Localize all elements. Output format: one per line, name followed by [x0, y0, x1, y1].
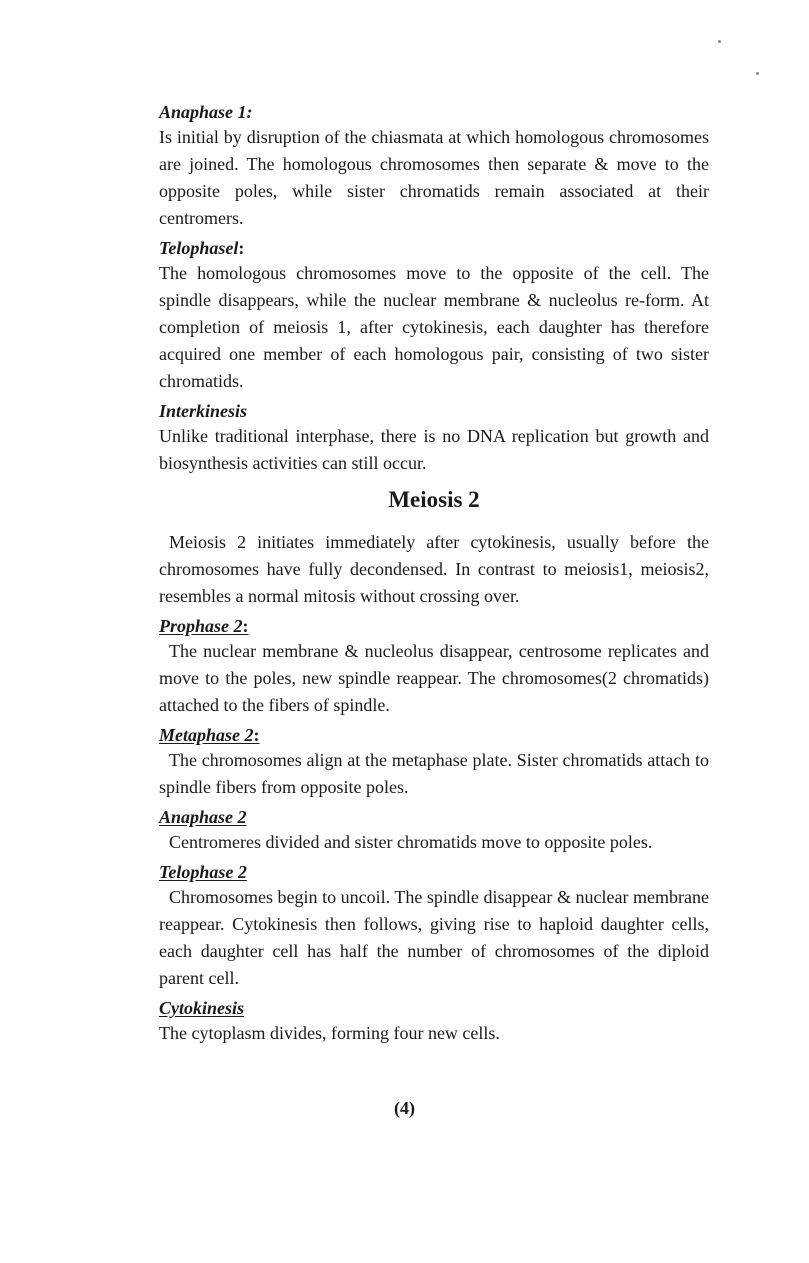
heading-telophase-1-text: Telophasel [159, 238, 239, 258]
paragraph-prophase-2: The nuclear membrane & nucleolus disappear, centrosome replicates and move to the poles, new spindle reappear. The chromosomes(2 chromatids) attached to the fibers of spindle. [159, 641, 709, 715]
paragraph-anaphase-2: Centromeres divided and sister chromatids move to opposite poles. [169, 832, 653, 852]
heading-metaphase-2 [159, 723, 709, 747]
page-content [159, 100, 709, 1051]
heading-telophase-2: Telophase 2 [159, 862, 247, 882]
heading-prophase-2-text: Prophase 2 [159, 616, 243, 636]
heading-telophase-1-colon: : [238, 238, 245, 258]
paragraph-anaphase-1: Is initial by disruption of the chiasmata at which homologous chromosomes are joined. The homologous chromosomes then separate & move to the opposite poles, while sister chromatids remain associated at their centromers. [159, 127, 709, 228]
heading-anaphase-1: Anaphase 1: [159, 102, 253, 122]
scan-speck [756, 72, 759, 75]
heading-prophase-2 [159, 614, 709, 638]
heading-telophase-1 [159, 236, 709, 260]
heading-cytokinesis: Cytokinesis [159, 998, 245, 1018]
paragraph-telophase-1: The homologous chromosomes move to the opposite of the cell. The spindle disappears, while the nuclear membrane & nucleolus re-form. At completion of meiosis 1, after cytokinesis, each daughter has therefore acquired one member of each homologous pair, consisting of two sister chromatids. [159, 263, 709, 391]
paragraph-metaphase-2: The chromosomes align at the metaphase plate. Sister chromatids attach to spindle fibers from opposite poles. [159, 750, 709, 797]
paragraph-telophase-2: Chromosomes begin to uncoil. The spindle disappear & nuclear membrane reappear. Cytokinesis then follows, giving rise to haploid daughter cells, each daughter cell has half the number of chromosomes of the diploid parent cell. [159, 887, 709, 988]
heading-interkinesis: Interkinesis [159, 401, 248, 421]
page-number: (4) [394, 1098, 415, 1118]
paragraph-cytokinesis: The cytoplasm divides, forming four new cells. [159, 1023, 500, 1043]
heading-metaphase-2-colon: : [253, 725, 260, 745]
heading-metaphase-2-text: Metaphase 2 [159, 725, 254, 745]
scan-speck [718, 40, 721, 43]
heading-anaphase-2: Anaphase 2 [159, 807, 247, 827]
heading-prophase-2-colon: : [242, 616, 249, 636]
section-title-meiosis-2: Meiosis 2 [388, 487, 480, 512]
paragraph-meiosis-2-intro: Meiosis 2 initiates immediately after cytokinesis, usually before the chromosomes have fully decondensed. In contrast to meiosis1, meiosis2, resembles a normal mitosis without crossing over. [159, 532, 709, 606]
paragraph-interkinesis: Unlike traditional interphase, there is no DNA replication but growth and biosynthesis activities can still occur. [159, 426, 709, 473]
